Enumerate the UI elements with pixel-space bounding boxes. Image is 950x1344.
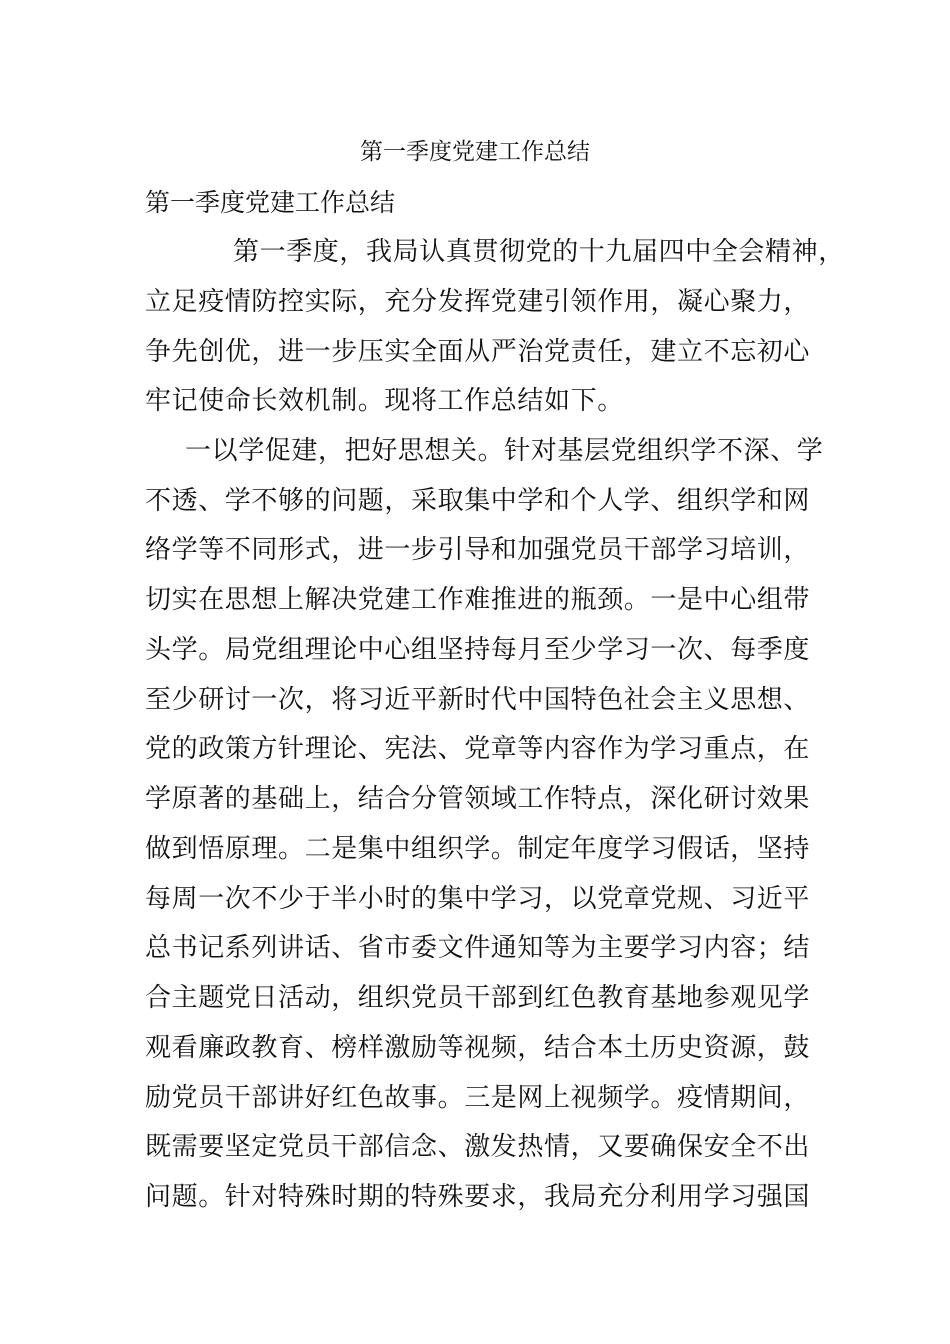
- paragraph-line: 至少研讨一次，将习近平新时代中国特色社会主义思想、: [145, 685, 811, 715]
- paragraph-line: 做到悟原理。二是集中组织学。制定年度学习假话，坚持: [145, 834, 811, 864]
- paragraph-line: 总书记系列讲话、省市委文件通知等为主要学习内容；结: [145, 933, 811, 963]
- paragraph-line: 合主题党日活动，组织党员干部到红色教育基地参观见学: [145, 983, 811, 1013]
- paragraph-line: 第一季度，我局认真贯彻党的十九届四中全会精神，: [233, 237, 845, 267]
- paragraph-line: 党的政策方针理论、宪法、党章等内容作为学习重点，在: [145, 734, 811, 764]
- paragraph-line: 励党员干部讲好红色故事。三是网上视频学。疫情期间，: [145, 1083, 811, 1113]
- paragraph-line: 立足疫情防控实际，充分发挥党建引领作用，凝心聚力，: [145, 287, 811, 317]
- paragraph-line: 头学。局党组理论中心组坚持每月至少学习一次、每季度: [145, 635, 811, 665]
- paragraph-line: 学原著的基础上，结合分管领域工作特点，深化研讨效果: [145, 784, 811, 814]
- paragraph-line: 切实在思想上解决党建工作难推进的瓶颈。一是中心组带: [145, 585, 811, 615]
- document-title: 第一季度党建工作总结: [360, 139, 590, 165]
- document-subtitle: 第一季度党建工作总结: [145, 188, 396, 217]
- paragraph-line: 问题。针对特殊时期的特殊要求，我局充分利用学习强国: [145, 1182, 811, 1212]
- paragraph-line: 络学等不同形式，进一步引导和加强党员干部学习培训，: [145, 535, 811, 565]
- paragraph-line: 每周一次不少于半小时的集中学习，以党章党规、习近平: [145, 884, 811, 914]
- paragraph-line: 不透、学不够的问题，采取集中学和个人学、组织学和网: [145, 486, 811, 516]
- paragraph-line: 既需要坚定党员干部信念、激发热情，又要确保安全不出: [145, 1132, 811, 1162]
- paragraph-line: 一以学促建，把好思想关。针对基层党组织学不深、学: [185, 436, 824, 466]
- paragraph-line: 牢记使命长效机制。现将工作总结如下。: [145, 386, 624, 416]
- paragraph-line: 观看廉政教育、榜样激励等视频，结合本土历史资源，鼓: [145, 1033, 811, 1063]
- paragraph-line: 争先创优，进一步压实全面从严治党责任，建立不忘初心: [145, 337, 811, 367]
